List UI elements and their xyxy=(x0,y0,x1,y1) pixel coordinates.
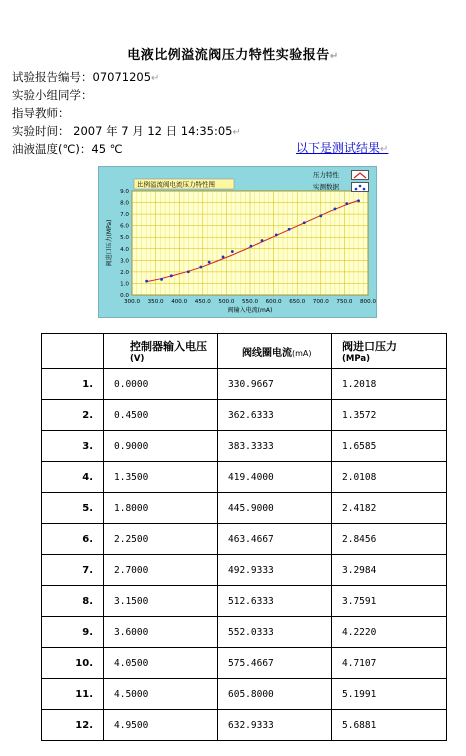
y-tick-label: 0.0 xyxy=(120,293,129,299)
teacher-line: 指导教师： xyxy=(12,106,70,120)
experiment-time-line: 实验时间： 2007 年 7 月 12 日 14:35:05↵ xyxy=(12,124,241,138)
table-row xyxy=(42,400,447,431)
voltage-cell: 0.9000 xyxy=(104,431,218,462)
pressure-cell: 1.3572 xyxy=(332,400,447,431)
row-index: 11. xyxy=(42,679,104,710)
row-index: 6. xyxy=(42,524,104,555)
data-point xyxy=(222,255,225,258)
chart-legend xyxy=(310,169,372,193)
legend-points-swatch xyxy=(351,182,369,192)
oil-temperature: 45 ℃ xyxy=(91,142,123,156)
voltage-cell: 0.0000 xyxy=(104,369,218,400)
x-tick-label: 800.0 xyxy=(359,299,376,305)
voltage-cell: 1.8000 xyxy=(104,493,218,524)
pressure-cell: 1.6585 xyxy=(332,431,447,462)
report-number-line: 试验报告编号：07071205↵ xyxy=(12,70,160,84)
chart-panel xyxy=(98,166,377,318)
table-row xyxy=(42,369,447,400)
header-pressure: 阀进口压力 (MPa) xyxy=(332,334,447,369)
results-link[interactable]: 以下是测试结果↵ xyxy=(296,141,389,155)
row-index: 7. xyxy=(42,555,104,586)
y-tick-label: 9.0 xyxy=(120,189,129,195)
table-row xyxy=(42,586,447,617)
current-cell: 605.8000 xyxy=(218,679,332,710)
x-tick-label: 550.0 xyxy=(241,299,259,305)
row-index: 10. xyxy=(42,648,104,679)
data-point xyxy=(275,234,278,237)
voltage-cell: 1.3500 xyxy=(104,462,218,493)
header-voltage: 控制器输入电压 (V) xyxy=(104,334,218,369)
experiment-time: 2007 年 7 月 12 日 14:35:05 xyxy=(73,124,233,138)
data-point xyxy=(250,245,253,248)
x-tick-label: 450.0 xyxy=(194,299,211,305)
data-point xyxy=(261,239,264,242)
results-table xyxy=(41,333,447,741)
x-tick-label: 750.0 xyxy=(336,299,353,305)
current-cell: 419.4000 xyxy=(218,462,332,493)
pressure-cell: 5.6881 xyxy=(332,710,447,741)
voltage-cell: 4.5000 xyxy=(104,679,218,710)
data-point xyxy=(288,228,291,231)
header-index xyxy=(42,334,104,369)
voltage-cell: 0.4500 xyxy=(104,400,218,431)
table-row xyxy=(42,431,447,462)
y-tick-label: 7.0 xyxy=(120,212,129,219)
x-tick-label: 700.0 xyxy=(312,299,329,305)
current-cell: 362.6333 xyxy=(218,400,332,431)
x-tick-label: 300.0 xyxy=(123,299,141,305)
data-point xyxy=(145,280,148,283)
y-tick-label: 2.0 xyxy=(120,269,129,276)
table-row xyxy=(42,524,447,555)
x-tick-label: 500.0 xyxy=(218,299,235,305)
current-cell: 445.9000 xyxy=(218,493,332,524)
y-axis-label: 阀进口压力(MPa) xyxy=(106,219,113,267)
pressure-cell: 2.0108 xyxy=(332,462,447,493)
current-cell: 330.9667 xyxy=(218,369,332,400)
legend-label-points: 实测数据 xyxy=(313,183,339,191)
voltage-cell: 3.6000 xyxy=(104,617,218,648)
table-row xyxy=(42,710,447,741)
pressure-cell: 4.7107 xyxy=(332,648,447,679)
pressure-cell: 3.2984 xyxy=(332,555,447,586)
oil-temperature-line: 油液温度(℃)：45 ℃ xyxy=(12,142,123,156)
chart-title: 比例溢流阀电流压力特性图 xyxy=(137,180,215,189)
pressure-cell: 1.2018 xyxy=(332,369,447,400)
row-index: 8. xyxy=(42,586,104,617)
row-index: 3. xyxy=(42,431,104,462)
y-tick-label: 6.0 xyxy=(120,223,129,230)
row-index: 2. xyxy=(42,400,104,431)
table-row xyxy=(42,679,447,710)
y-tick-label: 8.0 xyxy=(120,200,129,207)
voltage-cell: 2.2500 xyxy=(104,524,218,555)
data-point xyxy=(345,202,348,205)
row-index: 9. xyxy=(42,617,104,648)
y-tick-label: 3.0 xyxy=(120,258,129,265)
y-tick-label: 4.0 xyxy=(120,246,129,253)
current-cell: 492.9333 xyxy=(218,555,332,586)
y-tick-label: 5.0 xyxy=(120,235,129,242)
data-point xyxy=(170,274,173,277)
pressure-cell: 3.7591 xyxy=(332,586,447,617)
table-header-row xyxy=(42,334,447,369)
data-point xyxy=(319,214,322,217)
data-point xyxy=(199,266,202,269)
data-point xyxy=(208,261,211,264)
legend-fit-swatch xyxy=(351,170,369,180)
group-members-line: 实验小组同学： xyxy=(12,88,93,102)
x-tick-label: 600.0 xyxy=(265,299,282,305)
pressure-cell: 4.2220 xyxy=(332,617,447,648)
current-cell: 575.4667 xyxy=(218,648,332,679)
data-point xyxy=(357,199,360,202)
report-number: 07071205 xyxy=(92,70,152,84)
data-point xyxy=(231,250,234,253)
pressure-cell: 5.1991 xyxy=(332,679,447,710)
table-row xyxy=(42,462,447,493)
table-row xyxy=(42,648,447,679)
current-cell: 632.9333 xyxy=(218,710,332,741)
voltage-cell: 4.9500 xyxy=(104,710,218,741)
pressure-cell: 2.8456 xyxy=(332,524,447,555)
data-point xyxy=(187,270,190,273)
legend-label-fit: 压力特性 xyxy=(313,171,339,179)
row-index: 5. xyxy=(42,493,104,524)
row-index: 4. xyxy=(42,462,104,493)
voltage-cell: 4.0500 xyxy=(104,648,218,679)
current-cell: 463.4667 xyxy=(218,524,332,555)
header-current: 阀线圈电流(mA) xyxy=(218,334,332,369)
y-tick-label: 1.0 xyxy=(120,281,129,288)
current-cell: 512.6333 xyxy=(218,586,332,617)
report-title: 电液比例溢流阀压力特性实验报告↵ xyxy=(127,48,339,63)
current-cell: 552.0333 xyxy=(218,617,332,648)
current-cell: 383.3333 xyxy=(218,431,332,462)
x-tick-label: 350.0 xyxy=(147,299,164,305)
row-index: 12. xyxy=(42,710,104,741)
pressure-cell: 2.4182 xyxy=(332,493,447,524)
data-point xyxy=(303,221,306,224)
voltage-cell: 2.7000 xyxy=(104,555,218,586)
voltage-cell: 3.1500 xyxy=(104,586,218,617)
x-tick-label: 650.0 xyxy=(289,299,306,305)
x-axis-label: 阀输入电流(mA) xyxy=(227,307,273,314)
data-point xyxy=(334,208,337,211)
row-index: 1. xyxy=(42,369,104,400)
table-row xyxy=(42,617,447,648)
table-row xyxy=(42,555,447,586)
data-point xyxy=(160,278,163,281)
x-tick-label: 400.0 xyxy=(171,299,188,305)
table-row xyxy=(42,493,447,524)
